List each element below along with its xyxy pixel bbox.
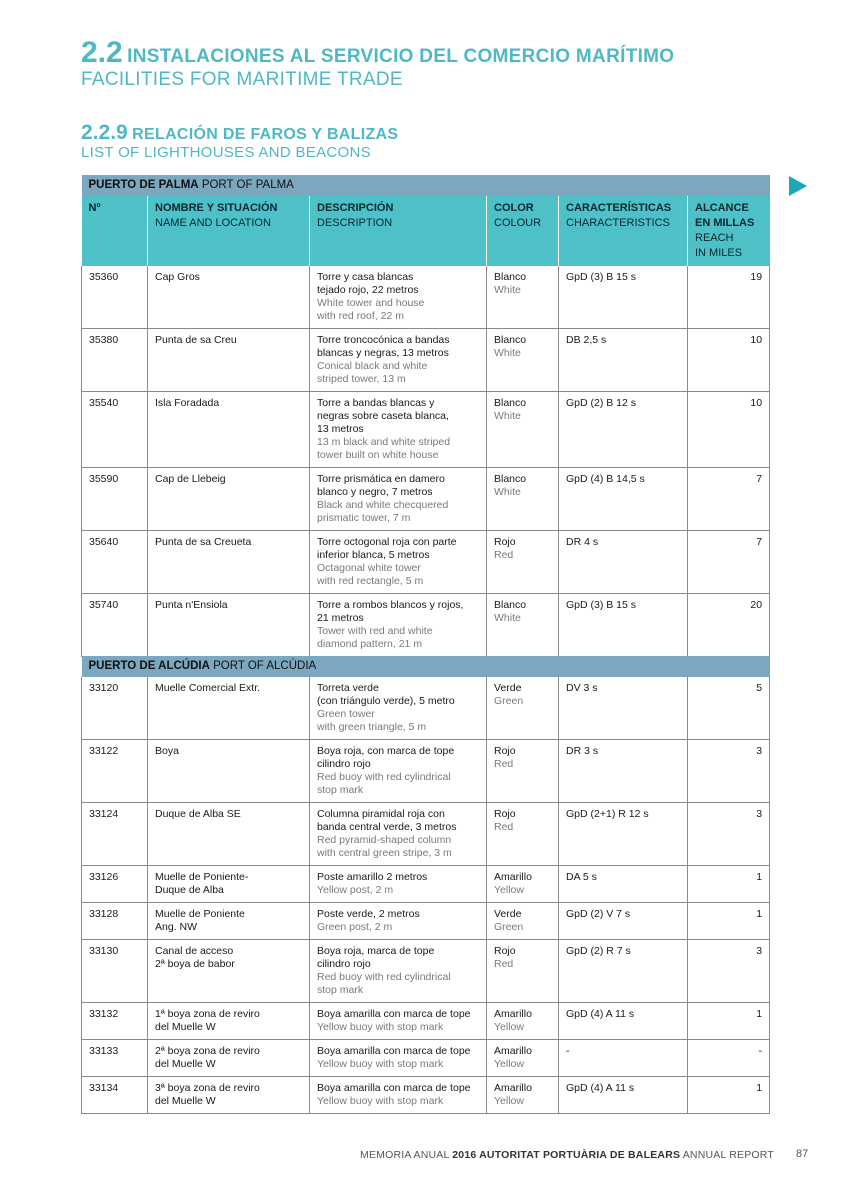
description-en: Red pyramid-shaped column xyxy=(317,834,452,846)
light-number: 35360 xyxy=(82,266,148,329)
light-name xyxy=(148,1077,310,1114)
description-en: with central green stripe, 3 m xyxy=(317,847,452,859)
colour-es: Blanco xyxy=(494,334,527,346)
description-es: cilindro rojo xyxy=(317,958,371,970)
light-name xyxy=(148,803,310,866)
light-description xyxy=(310,903,487,940)
description-es: tejado rojo, 22 metros xyxy=(317,284,419,296)
name-line: del Muelle W xyxy=(155,1021,216,1033)
description-es: Boya amarilla con marca de tope xyxy=(317,1082,471,1094)
description-es: 21 metros xyxy=(317,612,364,624)
table-row xyxy=(82,803,770,866)
colour-es: Blanco xyxy=(494,271,527,283)
colour-en: White xyxy=(494,410,521,422)
light-reach: 7 xyxy=(688,531,770,594)
light-characteristics: DR 4 s xyxy=(559,531,688,594)
light-colour xyxy=(487,392,559,468)
section-title-es: INSTALACIONES AL SERVICIO DEL COMERCIO MARÍTIMO xyxy=(127,46,675,67)
light-description xyxy=(310,329,487,392)
description-en: Yellow buoy with stop mark xyxy=(317,1058,444,1070)
light-name xyxy=(148,903,310,940)
name-line: Punta n'Ensiola xyxy=(155,599,228,611)
port-name-en: PORT OF PALMA xyxy=(201,179,294,191)
description-en: Green tower xyxy=(317,708,375,720)
description-en: Yellow post, 2 m xyxy=(317,884,394,896)
light-number: 35540 xyxy=(82,392,148,468)
light-reach: 1 xyxy=(688,1003,770,1040)
light-reach: 3 xyxy=(688,940,770,1003)
light-description xyxy=(310,803,487,866)
light-number: 35590 xyxy=(82,468,148,531)
colour-en: White xyxy=(494,284,521,296)
port-name-en: PORT OF ALCÚDIA xyxy=(213,660,317,672)
light-name xyxy=(148,468,310,531)
light-characteristics: DR 3 s xyxy=(559,740,688,803)
light-colour xyxy=(487,594,559,657)
description-en: stop mark xyxy=(317,984,364,996)
light-name xyxy=(148,940,310,1003)
colour-es: Rojo xyxy=(494,945,516,957)
light-number: 33122 xyxy=(82,740,148,803)
light-name xyxy=(148,531,310,594)
light-colour xyxy=(487,1040,559,1077)
light-number: 33126 xyxy=(82,866,148,903)
light-colour xyxy=(487,1077,559,1114)
light-colour xyxy=(487,266,559,329)
light-colour xyxy=(487,803,559,866)
colour-en: Green xyxy=(494,695,524,707)
name-line: Punta de sa Creueta xyxy=(155,536,252,548)
description-en: Green post, 2 m xyxy=(317,921,393,933)
light-colour xyxy=(487,677,559,740)
table-row xyxy=(82,531,770,594)
light-number: 33134 xyxy=(82,1077,148,1114)
light-number: 33120 xyxy=(82,677,148,740)
light-number: 33128 xyxy=(82,903,148,940)
colour-es: Rojo xyxy=(494,808,516,820)
col-reach: ALCANCE EN MILLAS REACH IN MILES xyxy=(688,196,770,266)
description-es: banda central verde, 3 metros xyxy=(317,821,457,833)
colour-en: White xyxy=(494,612,521,624)
subsection-heading xyxy=(81,122,398,162)
colour-en: Red xyxy=(494,821,514,833)
light-number: 35740 xyxy=(82,594,148,657)
name-line: del Muelle W xyxy=(155,1058,216,1070)
light-characteristics: - xyxy=(559,1040,688,1077)
light-reach: 19 xyxy=(688,266,770,329)
colour-es: Rojo xyxy=(494,536,516,548)
port-name-es: PUERTO DE PALMA xyxy=(88,179,199,191)
light-characteristics: DA 5 s xyxy=(559,866,688,903)
page-footer: MEMORIA ANUAL 2016 AUTORITAT PORTUÀRIA DE BALEARS ANNUAL REPORT xyxy=(360,1149,775,1161)
description-es: Boya roja, con marca de tope xyxy=(317,745,455,757)
description-es: Poste verde, 2 metros xyxy=(317,908,420,920)
subsection-title-es: RELACIÓN DE FAROS Y BALIZAS xyxy=(132,126,399,143)
name-line: Duque de Alba xyxy=(155,884,224,896)
name-line: Punta de sa Creu xyxy=(155,334,237,346)
port-band-palma xyxy=(82,175,770,196)
description-es: Boya amarilla con marca de tope xyxy=(317,1008,471,1020)
table-row xyxy=(82,1003,770,1040)
description-en: Tower with red and white xyxy=(317,625,433,637)
name-line: Muelle Comercial Extr. xyxy=(155,682,261,694)
colour-en: White xyxy=(494,486,521,498)
description-es: Torre a rombos blancos y rojos, xyxy=(317,599,464,611)
description-es: Torre troncocónica a bandas xyxy=(317,334,450,346)
light-description xyxy=(310,266,487,329)
table-row xyxy=(82,468,770,531)
light-characteristics: GpD (2) V 7 s xyxy=(559,903,688,940)
light-number: 33124 xyxy=(82,803,148,866)
description-en: with red rectangle, 5 m xyxy=(317,575,424,587)
description-en: striped tower, 13 m xyxy=(317,373,406,385)
table-row xyxy=(82,903,770,940)
description-es: 13 metros xyxy=(317,423,364,435)
description-es: cilindro rojo xyxy=(317,758,371,770)
description-en: prismatic tower, 7 m xyxy=(317,512,411,524)
description-en: White tower and house xyxy=(317,297,425,309)
light-name xyxy=(148,866,310,903)
name-line: Duque de Alba SE xyxy=(155,808,241,820)
description-es: Torre y casa blancas xyxy=(317,271,414,283)
light-characteristics: GpD (3) B 15 s xyxy=(559,266,688,329)
alcudia-table xyxy=(81,656,770,1114)
light-characteristics: GpD (3) B 15 s xyxy=(559,594,688,657)
light-characteristics: DV 3 s xyxy=(559,677,688,740)
light-number: 33130 xyxy=(82,940,148,1003)
column-header-row xyxy=(82,196,770,266)
description-es: Poste amarillo 2 metros xyxy=(317,871,428,883)
colour-en: Yellow xyxy=(494,1058,524,1070)
description-es: Torre octogonal roja con parte xyxy=(317,536,457,548)
colour-es: Verde xyxy=(494,682,522,694)
description-en: Yellow buoy with stop mark xyxy=(317,1021,444,1033)
colour-en: Green xyxy=(494,921,524,933)
palma-table-body xyxy=(82,266,770,657)
table-row xyxy=(82,1077,770,1114)
table-row xyxy=(82,266,770,329)
description-es: negras sobre caseta blanca, xyxy=(317,410,449,422)
light-reach: 20 xyxy=(688,594,770,657)
continue-arrow-icon xyxy=(789,176,807,196)
name-line: Ang. NW xyxy=(155,921,198,933)
description-en: Octagonal white tower xyxy=(317,562,421,574)
description-es: blanco y negro, 7 metros xyxy=(317,486,433,498)
description-en: Black and white checquered xyxy=(317,499,449,511)
light-reach: 1 xyxy=(688,903,770,940)
table-row xyxy=(82,329,770,392)
col-name: NOMBRE Y SITUACIÓN NAME AND LOCATION xyxy=(148,196,310,266)
col-no: Nº xyxy=(82,196,148,266)
colour-es: Blanco xyxy=(494,473,527,485)
light-description xyxy=(310,392,487,468)
description-en: Red buoy with red cylindrical xyxy=(317,771,451,783)
subsection-number: 2.2.9 xyxy=(81,121,128,144)
colour-es: Verde xyxy=(494,908,522,920)
table-row xyxy=(82,392,770,468)
subsection-title-en: LIST OF LIGHTHOUSES AND BEACONS xyxy=(81,144,371,161)
table-row xyxy=(82,594,770,657)
light-description xyxy=(310,1077,487,1114)
light-characteristics: GpD (2) R 7 s xyxy=(559,940,688,1003)
light-colour xyxy=(487,903,559,940)
name-line: Cap de Llebeig xyxy=(155,473,226,485)
table-row xyxy=(82,740,770,803)
colour-en: Yellow xyxy=(494,1021,524,1033)
port-band-alcudia xyxy=(82,656,770,677)
name-line: 2ª boya zona de reviro xyxy=(155,1045,260,1057)
description-en: 13 m black and white striped xyxy=(317,436,451,448)
colour-en: White xyxy=(494,347,521,359)
page-number: 87 xyxy=(796,1148,809,1160)
description-es: inferior blanca, 5 metros xyxy=(317,549,430,561)
light-reach: 1 xyxy=(688,866,770,903)
name-line: 1ª boya zona de reviro xyxy=(155,1008,260,1020)
light-description xyxy=(310,468,487,531)
colour-es: Blanco xyxy=(494,397,527,409)
col-char: CARACTERÍSTICAS CHARACTERISTICS xyxy=(559,196,688,266)
light-characteristics: GpD (4) B 14,5 s xyxy=(559,468,688,531)
description-en: with green triangle, 5 m xyxy=(317,721,427,733)
light-characteristics: GpD (4) A 11 s xyxy=(559,1003,688,1040)
colour-es: Amarillo xyxy=(494,871,532,883)
name-line: Muelle de Poniente- xyxy=(155,871,249,883)
light-description xyxy=(310,740,487,803)
light-reach: 1 xyxy=(688,1077,770,1114)
light-description xyxy=(310,866,487,903)
description-en: Red buoy with red cylindrical xyxy=(317,971,451,983)
light-colour xyxy=(487,1003,559,1040)
colour-es: Rojo xyxy=(494,745,516,757)
colour-en: Red xyxy=(494,758,514,770)
description-es: Columna piramidal roja con xyxy=(317,808,445,820)
colour-en: Red xyxy=(494,549,514,561)
name-line: Muelle de Poniente xyxy=(155,908,245,920)
light-reach: 3 xyxy=(688,740,770,803)
description-en: diamond pattern, 21 m xyxy=(317,638,423,650)
col-color: COLOR COLOUR xyxy=(487,196,559,266)
description-en: Yellow buoy with stop mark xyxy=(317,1095,444,1107)
light-reach: - xyxy=(688,1040,770,1077)
description-en: tower built on white house xyxy=(317,449,439,461)
table-row xyxy=(82,1040,770,1077)
description-en: Conical black and white xyxy=(317,360,428,372)
light-characteristics: GpD (2) B 12 s xyxy=(559,392,688,468)
light-description xyxy=(310,594,487,657)
table-row xyxy=(82,940,770,1003)
table-row xyxy=(82,677,770,740)
description-es: (con triángulo verde), 5 metro xyxy=(317,695,455,707)
description-en: with red roof, 22 m xyxy=(317,310,404,322)
light-name xyxy=(148,392,310,468)
light-name xyxy=(148,677,310,740)
colour-es: Amarillo xyxy=(494,1008,532,1020)
palma-table xyxy=(81,175,770,657)
light-colour xyxy=(487,531,559,594)
description-es: Torre prismática en damero xyxy=(317,473,445,485)
description-en: stop mark xyxy=(317,784,364,796)
colour-es: Amarillo xyxy=(494,1045,532,1057)
colour-es: Amarillo xyxy=(494,1082,532,1094)
light-description xyxy=(310,531,487,594)
light-description xyxy=(310,1003,487,1040)
section-title-en: FACILITIES FOR MARITIME TRADE xyxy=(81,69,403,90)
section-number: 2.2 xyxy=(81,36,123,69)
section-heading xyxy=(81,38,674,91)
name-line: del Muelle W xyxy=(155,1095,216,1107)
name-line: 3ª boya zona de reviro xyxy=(155,1082,260,1094)
name-line: Isla Foradada xyxy=(155,397,220,409)
light-colour xyxy=(487,866,559,903)
col-desc: DESCRIPCIÓN DESCRIPTION xyxy=(310,196,487,266)
description-es: Boya amarilla con marca de tope xyxy=(317,1045,471,1057)
alcudia-table-body xyxy=(82,677,770,1114)
name-line: Cap Gros xyxy=(155,271,200,283)
light-colour xyxy=(487,940,559,1003)
light-name xyxy=(148,329,310,392)
light-number: 35640 xyxy=(82,531,148,594)
light-reach: 3 xyxy=(688,803,770,866)
light-name xyxy=(148,740,310,803)
colour-es: Blanco xyxy=(494,599,527,611)
light-colour xyxy=(487,740,559,803)
colour-en: Yellow xyxy=(494,1095,524,1107)
light-reach: 7 xyxy=(688,468,770,531)
light-number: 33132 xyxy=(82,1003,148,1040)
light-characteristics: GpD (4) A 11 s xyxy=(559,1077,688,1114)
light-reach: 10 xyxy=(688,392,770,468)
light-description xyxy=(310,1040,487,1077)
light-reach: 10 xyxy=(688,329,770,392)
light-reach: 5 xyxy=(688,677,770,740)
light-description xyxy=(310,940,487,1003)
light-name xyxy=(148,266,310,329)
light-description xyxy=(310,677,487,740)
colour-en: Yellow xyxy=(494,884,524,896)
name-line: Boya xyxy=(155,745,179,757)
light-number: 35380 xyxy=(82,329,148,392)
name-line: 2ª boya de babor xyxy=(155,958,235,970)
light-name xyxy=(148,594,310,657)
light-characteristics: GpD (2+1) R 12 s xyxy=(559,803,688,866)
light-name xyxy=(148,1040,310,1077)
colour-en: Red xyxy=(494,958,514,970)
description-es: Torre a bandas blancas y xyxy=(317,397,435,409)
description-es: Torreta verde xyxy=(317,682,379,694)
light-name xyxy=(148,1003,310,1040)
description-es: Boya roja, marca de tope xyxy=(317,945,435,957)
name-line: Canal de acceso xyxy=(155,945,234,957)
light-number: 33133 xyxy=(82,1040,148,1077)
port-name-es: PUERTO DE ALCÚDIA xyxy=(88,660,210,672)
table-row xyxy=(82,866,770,903)
light-colour xyxy=(487,329,559,392)
light-colour xyxy=(487,468,559,531)
light-characteristics: DB 2,5 s xyxy=(559,329,688,392)
description-es: blancas y negras, 13 metros xyxy=(317,347,449,359)
